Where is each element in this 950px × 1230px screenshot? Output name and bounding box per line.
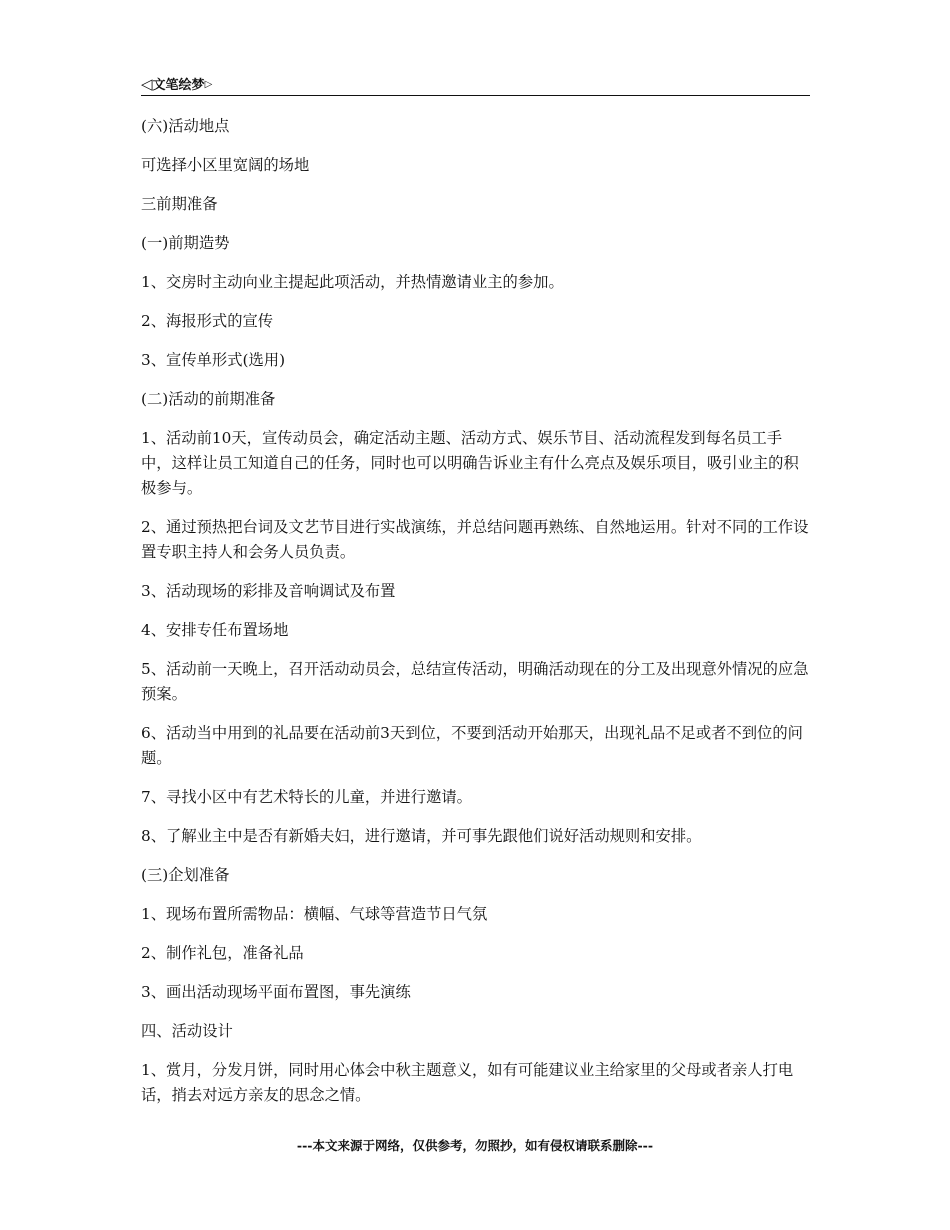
paragraph: 3、画出活动现场平面布置图，事先演练 bbox=[141, 983, 411, 1001]
left-triangle-icon: ◁ bbox=[141, 75, 153, 93]
paragraph: (六)活动地点 bbox=[141, 117, 230, 135]
subsection-heading: (二)活动的前期准备 bbox=[141, 390, 276, 408]
page-footer: ---本文来源于网络，仅供参考，勿照抄，如有侵权请联系删除--- bbox=[296, 1138, 654, 1153]
paragraph: 2、制作礼包，准备礼品 bbox=[141, 944, 304, 962]
page-header bbox=[141, 72, 810, 96]
paragraph: 5、活动前一天晚上，召开活动动员会，总结宣传活动，明确活动现在的分工及出现意外情况的应急预案。 bbox=[141, 660, 809, 703]
subsection-heading: (三)企划准备 bbox=[141, 866, 230, 884]
paragraph: 1、活动前10天，宣传动员会，确定活动主题、活动方式、娱乐节目、活动流程发到每名员工手中，这样让员工知道自己的任务，同时也可以明确告诉业主有什么亮点及娱乐项目，吸引业主的积极参与。 bbox=[141, 429, 799, 497]
paragraph: 6、活动当中用到的礼品要在活动前3天到位，不要到活动开始那天，出现礼品不足或者不到位的问题。 bbox=[141, 724, 803, 767]
subsection-heading: (一)前期造势 bbox=[141, 234, 230, 252]
paragraph: 2、海报形式的宣传 bbox=[141, 312, 274, 330]
paragraph: 3、活动现场的彩排及音响调试及布置 bbox=[141, 582, 396, 600]
paragraph: 2、通过预热把台词及文艺节目进行实战演练，并总结问题再熟练、自然地运用。针对不同的工作设置专职主持人和会务人员负责。 bbox=[141, 518, 809, 561]
right-triangle-icon: ▷ bbox=[204, 79, 213, 90]
section-heading: 四、活动设计 bbox=[141, 1022, 233, 1040]
paragraph: 可选择小区里宽阔的场地 bbox=[141, 156, 310, 174]
paragraph: 1、交房时主动向业主提起此项活动，并热情邀请业主的参加。 bbox=[141, 273, 564, 291]
paragraph: 3、宣传单形式(选用) bbox=[141, 351, 286, 369]
paragraph: 1、赏月，分发月饼，同时用心体会中秋主题意义，如有可能建议业主给家里的父母或者亲人打电话，捎去对远方亲友的思念之情。 bbox=[141, 1061, 794, 1104]
header-title bbox=[141, 74, 212, 93]
paragraph: 4、安排专任布置场地 bbox=[141, 621, 289, 639]
paragraph: 8、了解业主中是否有新婚夫妇，进行邀请，并可事先跟他们说好活动规则和安排。 bbox=[141, 827, 702, 845]
header-title-text: 文笔绘梦 bbox=[152, 78, 205, 93]
paragraph: 1、现场布置所需物品：横幅、气球等营造节日气氛 bbox=[141, 905, 488, 923]
paragraph: 7、寻找小区中有艺术特长的儿童，并进行邀请。 bbox=[141, 788, 472, 806]
section-heading: 三前期准备 bbox=[141, 195, 218, 213]
document-body bbox=[141, 114, 811, 1122]
